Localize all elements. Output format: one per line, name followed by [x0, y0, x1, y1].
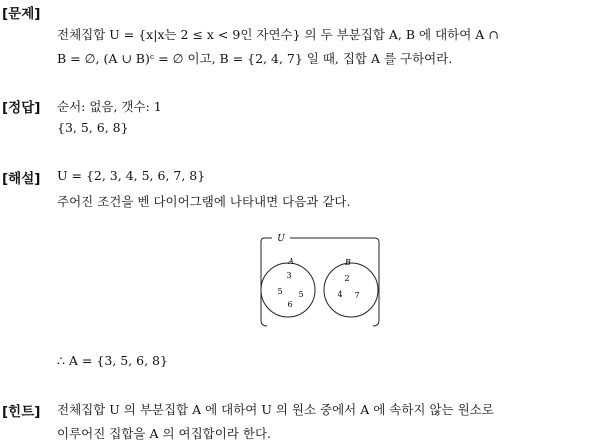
set-a-element: 3 [286, 271, 292, 280]
set-a-element: 5 [277, 287, 283, 296]
solution-description: 주어진 조건을 벤 다이어그램에 나타내면 다음과 같다. [57, 194, 351, 209]
answer-set: {3, 5, 6, 8} [57, 120, 129, 135]
set-b-element: 2 [344, 274, 350, 283]
venn-svg [258, 232, 384, 330]
venn-diagram [258, 232, 384, 330]
set-a-element: 5 [298, 290, 304, 299]
set-b-circle [324, 263, 378, 317]
set-b-element: 7 [354, 291, 360, 300]
universe-definition: U = {2, 3, 4, 5, 6, 7, 8} [57, 168, 206, 183]
set-b-element: 4 [337, 290, 343, 299]
hint-tag: [힌트] [2, 404, 41, 420]
solution-conclusion: ∴ A = {3, 5, 6, 8} [57, 353, 168, 368]
answer-line-1: 순서: 없음, 갯수: 1 [57, 99, 162, 114]
hint-line-1: 전체집합 U 의 부분집합 A 에 대하여 U 의 원소 중에서 A 에 속하지 않는 원소로 [57, 402, 494, 417]
solution-tag: [해설] [2, 171, 41, 187]
set-a-label: A [288, 257, 294, 266]
set-a-element: 6 [287, 300, 293, 309]
problem-line-1: 전체집합 U = {x|x는 2 ≤ x < 9인 자연수} 의 두 부분집합 A, B 에 대하여 A ∩ [57, 27, 499, 42]
problem-tag: [문제] [2, 6, 41, 22]
hint-line-2: 이루어진 집합을 A 의 여집합이라 한다. [57, 426, 271, 441]
set-b-label: B [345, 258, 351, 267]
universe-label: U [277, 234, 285, 244]
problem-line-2: B = ∅, (A ∪ B)ᶜ = ∅ 이고, B = {2, 4, 7} 일 때, 집합 A 를 구하여라. [57, 51, 453, 66]
answer-tag: [정답] [2, 100, 41, 116]
